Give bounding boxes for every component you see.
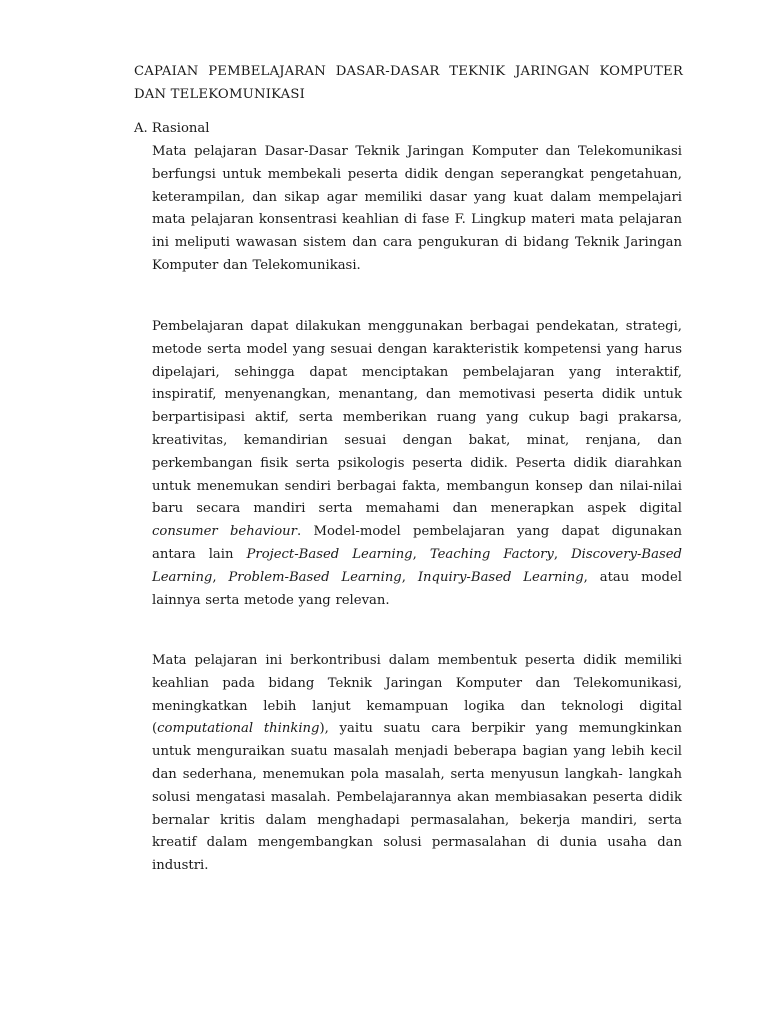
paragraph-3-text: ), yaitu suatu cara berpikir yang memungkinkan untuk menguraikan suatu masalah menjadi beberapa bagian yang lebih kecil dan sederhana, menemukan pola masalah, serta menyusun langkah- langkah solusi mengatasi masalah. Pembelajarannya akan membiasakan peserta didik bernalar kritis dalam menghadapi permasalahan, bekerja mandiri, serta kreatif dalam mengembangkan solusi permasalahan di dunia usaha dan industri.	[152, 721, 683, 874]
paragraph-1: Mata pelajaran Dasar-Dasar Teknik Jaringan Komputer dan Telekomunikasi berfungsi untuk membekali peserta didik dengan seperangkat pengetahuan, keterampilan, dan sikap agar memiliki dasar yang kuat dalam mempelajari mata pelajaran konsentrasi keahlian di fase F. Lingkup materi mata pelajaran ini meliputi wawasan sistem dan cara pengukuran di bidang Teknik Jaringan Komputer dan Telekomunikasi.	[152, 144, 682, 273]
term-problem-based-learning: Problem-Based Learning	[228, 569, 402, 585]
section-heading: A. Rasional	[134, 121, 210, 136]
term-computational-thinking: computational thinking	[157, 721, 320, 737]
term-teaching-factory: Teaching Factory	[429, 546, 554, 562]
term-discovery-based-learning: Discovery-Based Learning	[152, 546, 682, 585]
term-project-based-learning: Project-Based Learning	[246, 546, 413, 562]
paragraph-2	[152, 316, 682, 612]
paragraph-2-separator: ,	[412, 546, 430, 562]
paragraph-2-separator: ,	[401, 569, 418, 585]
paragraph-2-text: Pembelajaran dapat dilakukan menggunakan berbagai pendekatan, strategi, metode serta model yang sesuai dengan karakteristik kompetensi yang harus dipelajari, sehingga dapat menciptakan pembelajaran yang interaktif, inspiratif, menyenangkan, menantang, dan memotivasi peserta didik untuk berpartisipasi aktif, serta memberikan ruang yang cukup bagi prakarsa, kreativitas, kemandirian sesuai dengan bakat, minat, renjana, dan perkembangan fisik serta psikologis peserta didik. Peserta didik diarahkan untuk menemukan sendiri berbagai fakta, membangun konsep dan nilai-nilai baru secara mandiri serta memahami dan menerapkan aspek digital	[152, 319, 682, 517]
document-title: CAPAIAN PEMBELAJARAN DASAR-DASAR TEKNIK JARINGAN KOMPUTER DAN TELEKOMUNIKASI	[134, 64, 683, 102]
term-inquiry-based-learning: Inquiry-Based Learning	[417, 569, 584, 585]
paragraph-2-text: , atau model lainnya serta metode yang relevan.	[152, 569, 682, 608]
paragraph-3	[152, 650, 682, 878]
paragraph-2-separator: ,	[553, 546, 572, 562]
paragraph-2-text: . Model-model pembelajaran yang dapat digunakan antara lain	[152, 524, 682, 562]
paragraph-2-separator: ,	[212, 569, 229, 585]
paragraph-3-text: Mata pelajaran ini berkontribusi dalam membentuk peserta didik memiliki keahlian pada bidang Teknik Jaringan Komputer dan Telekomunikasi, meningkatkan lebih lanjut kemampuan logika dan teknologi digital (	[152, 653, 682, 737]
term-consumer-behaviour: consumer behaviour	[152, 524, 297, 540]
